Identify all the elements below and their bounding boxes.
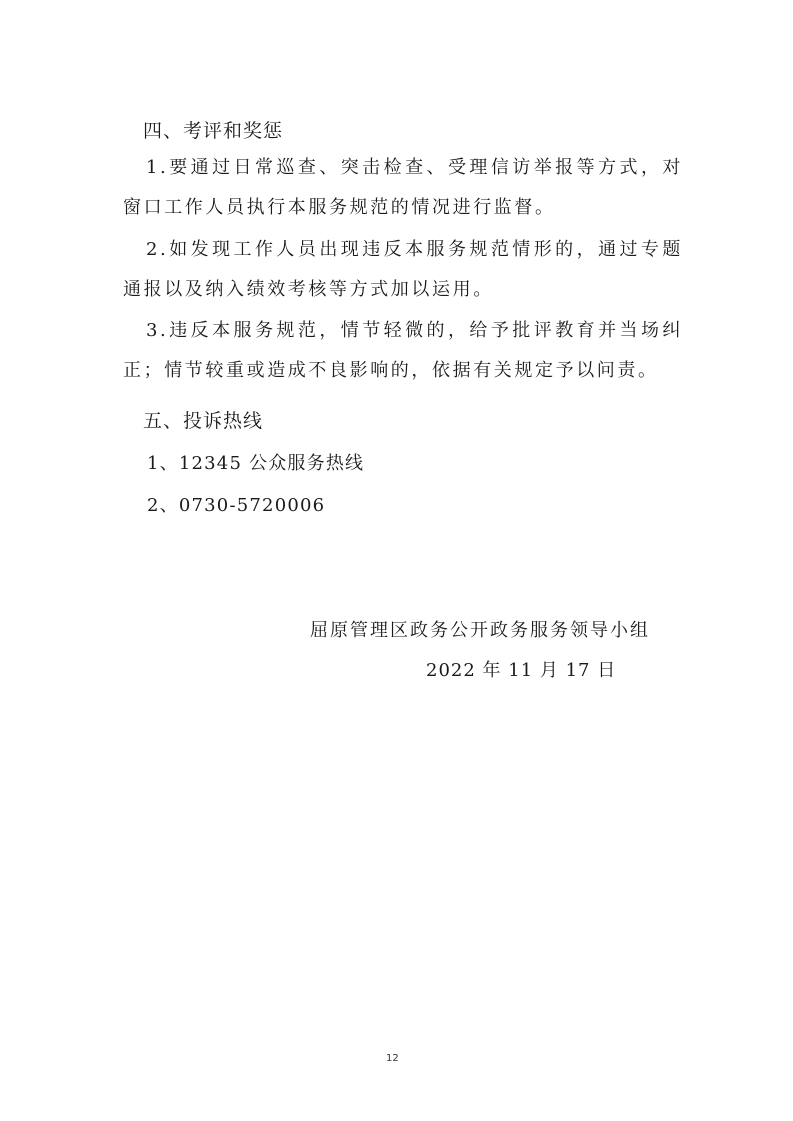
section-heading-complaint-hotline: 五、投诉热线: [143, 410, 264, 432]
signature-organization: 屈原管理区政务公开政务服务领导小组: [310, 620, 650, 641]
hotline-item-1: 1、12345 公众服务热线: [147, 453, 365, 474]
paragraph-item-3: 3.违反本服务规范，情节轻微的，给予批评教育并当场纠正；情节较重或造成不良影响的，依据有关规定予以问责。: [123, 320, 683, 381]
paragraph-item-1: 1.要通过日常巡查、突击检查、受理信访举报等方式，对窗口工作人员执行本服务规范的情况进行监督。: [123, 157, 683, 218]
hotline-item-2: 2、0730-5720006: [147, 495, 326, 516]
page-number: 12: [386, 1053, 399, 1064]
section-heading-evaluation: 四、考评和奖惩: [143, 120, 284, 142]
signature-date: 2022 年 11 月 17 日: [426, 660, 617, 681]
paragraph-item-2: 2.如发现工作人员出现违反本服务规范情形的，通过专题通报以及纳入绩效考核等方式加以运用。: [123, 239, 683, 300]
